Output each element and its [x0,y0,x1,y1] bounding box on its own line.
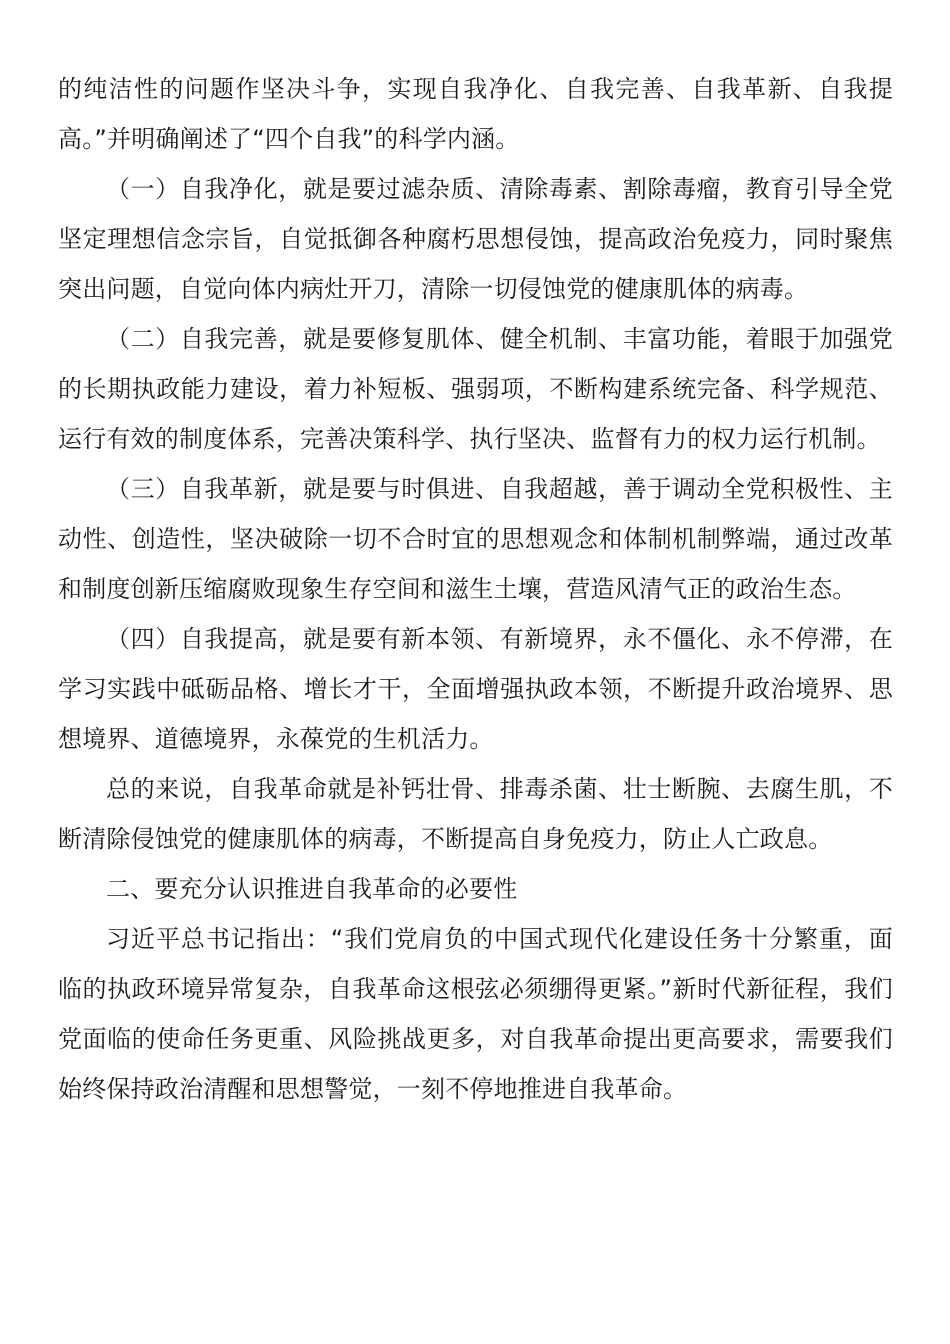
paragraph-self-renewal: （三）自我革新，就是要与时俱进、自我超越，善于调动全党积极性、主动性、创造性，坚决破除一切不合时宜的思想观念和体制机制弊端，通过改革和制度创新压缩腐败现象生存空间和滋生土壤，营造风清气正的政治生态。 [58,475,893,603]
paragraph-quote: 习近平总书记指出：“我们党肩负的中国式现代化建设任务十分繁重，面临的执政环境异常复杂，自我革命这根弦必须绷得更紧。”新时代新征程，我们党面临的使命任务更重、风险挑战更多，对自我革命提出更高要求，需要我们始终保持政治清醒和思想警觉，一刻不停地推进自我革命。 [58,925,893,1103]
paragraph-summary: 总的来说，自我革命就是补钙壮骨、排毒杀菌、壮士断腕、去腐生肌，不断清除侵蚀党的健康肌体的病毒，不断提高自身免疫力，防止人亡政息。 [58,775,893,853]
document-body [58,64,893,1114]
paragraph-self-improvement: （二）自我完善，就是要修复肌体、健全机制、丰富功能，着眼于加强党的长期执政能力建设，着力补短板、强弱项，不断构建系统完备、科学规范、运行有效的制度体系，完善决策科学、执行坚决、监督有力的权力运行机制。 [58,325,893,453]
section-heading: 二、要充分认识推进自我革命的必要性 [106,875,518,903]
paragraph-continuation: 的纯洁性的问题作坚决斗争，实现自我净化、自我完善、自我革新、自我提高。”并明确阐述了“四个自我”的科学内涵。 [58,75,893,153]
paragraph-self-enhancement: （四）自我提高，就是要有新本领、有新境界，永不僵化、永不停滞，在学习实践中砥砺品格、增长才干，全面增强执政本领，不断提升政治境界、思想境界、道德境界，永葆党的生机活力。 [58,625,893,753]
paragraph-self-purification: （一）自我净化，就是要过滤杂质、清除毒素、割除毒瘤，教育引导全党坚定理想信念宗旨，自觉抵御各种腐朽思想侵蚀，提高政治免疫力，同时聚焦突出问题，自觉向体内病灶开刀，清除一切侵蚀党的健康肌体的病毒。 [58,175,893,303]
